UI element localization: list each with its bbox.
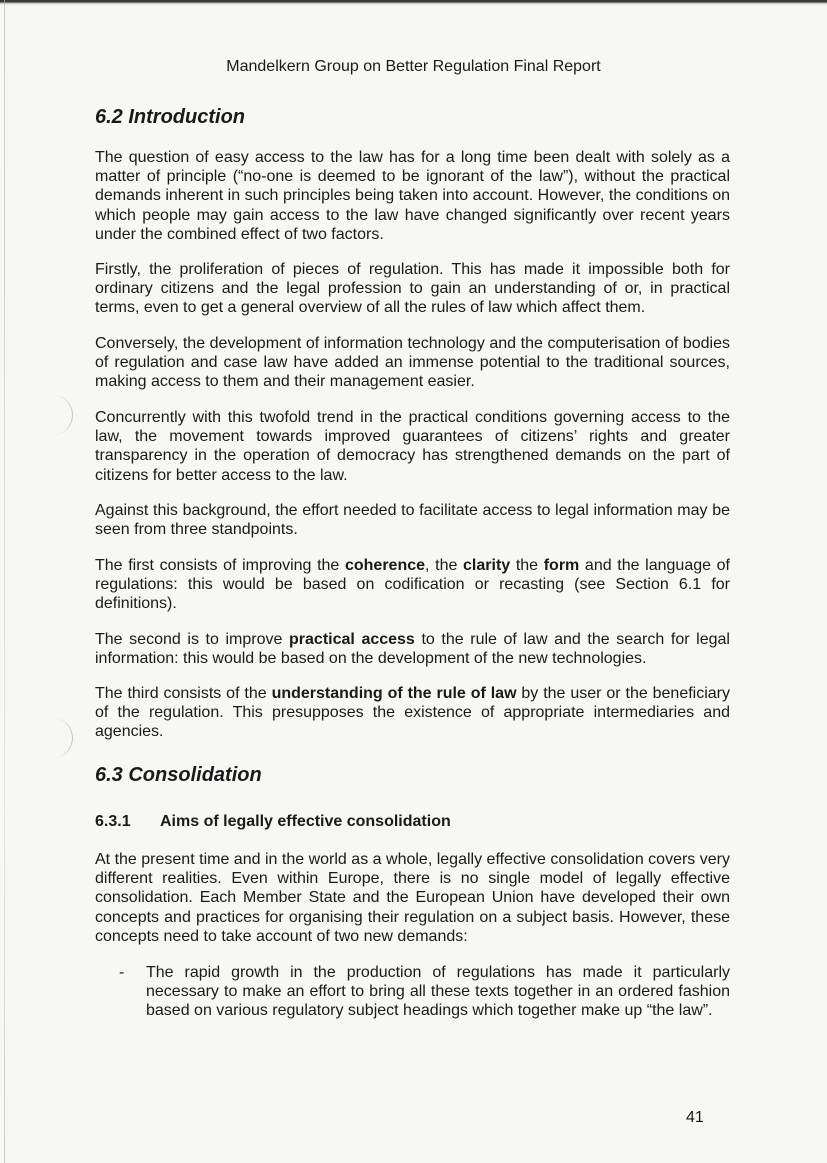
paragraph: At the present time and in the world as a whole, legally effective consolidation covers very different realities. Even within Europe, there is no single model of legally effective consolidation. Each Member State and the European Union have developed their own concepts and practices for organising their regulation on a subject basis. However, these concepts need to take account of two new demands: <box>95 851 730 945</box>
text-run: the <box>510 557 544 574</box>
paragraph <box>95 556 730 614</box>
running-header: Mandelkern Group on Better Regulation Final Report <box>226 58 601 75</box>
paragraph: The question of easy access to the law has for a long time been dealt with solely as a matter of principle (“no-one is deemed to be ignorant of the law”), without the practical demands inherent in such principles being taken into account. However, the conditions on which people may gain access to the law have changed significantly over recent years under the combined effect of two factors. <box>95 149 730 243</box>
paragraph <box>95 684 730 742</box>
subsection-heading-6-3-1 <box>95 813 451 831</box>
text-run: The third consists of the <box>95 685 272 702</box>
emphasis-coherence: coherence <box>344 557 426 574</box>
subsection-number: 6.3.1 <box>95 813 131 830</box>
emphasis-practical-access: practical access <box>289 631 415 648</box>
page-number: 41 <box>686 1109 704 1126</box>
paragraph: Against this background, the effort needed to facilitate access to legal information may be seen from three standpoints. <box>95 502 730 539</box>
bullet-dash: - <box>119 964 125 981</box>
paragraph: Firstly, the proliferation of pieces of regulation. This has made it impossible both for ordinary citizens and the legal profession to gain an understanding of or, in practical terms, even to get a general overview of all the rules of law which affect them. <box>95 261 730 317</box>
text-run: by the user or the beneficiary of the regulation. This presupposes the existence of appropriate intermediaries and agencies. <box>95 685 731 741</box>
subsection-title: Aims of legally effective consolidation <box>160 813 451 830</box>
paragraph: Concurrently with this twofold trend in the practical conditions governing access to the law, the movement towards improved guarantees of citizens’ rights and greater transparency in the operation of democracy has strengthened demands on the part of citizens for better access to the law. <box>95 409 730 484</box>
emphasis-clarity: clarity <box>463 557 511 574</box>
text-run: to the rule of law and the search for legal information: this would be based on the development of the new technologies. <box>95 631 730 668</box>
punch-hole-mark <box>50 718 73 758</box>
scan-left-edge <box>4 0 5 1163</box>
paragraph <box>95 630 730 668</box>
text-run: The second is to improve <box>95 631 290 648</box>
punch-hole-mark <box>50 395 73 435</box>
emphasis-understanding: understanding of the rule of law <box>271 685 517 702</box>
text-run: , the <box>425 557 464 574</box>
scan-top-edge <box>0 0 827 5</box>
list-item-text: The rapid growth in the production of regulations has made it particularly necessary to make an effort to bring all these texts together in an ordered fashion based on various regulatory subject headings which together make up “the law”. <box>146 964 730 1020</box>
text-run: and the language of regulations: this would be based on codification or recasting (see Section 6.1 for definitions). <box>95 557 731 613</box>
emphasis-form: form <box>543 557 580 574</box>
paragraph: Conversely, the development of information technology and the computerisation of bodies of regulation and case law have added an immense potential to the traditional sources, making access to them and their management easier. <box>95 335 730 391</box>
text-run: The first consists of improving the <box>95 557 345 574</box>
section-heading-6-3: 6.3 Consolidation <box>95 764 262 786</box>
section-heading-6-2: 6.2 Introduction <box>95 106 245 128</box>
list-item <box>95 963 730 1021</box>
